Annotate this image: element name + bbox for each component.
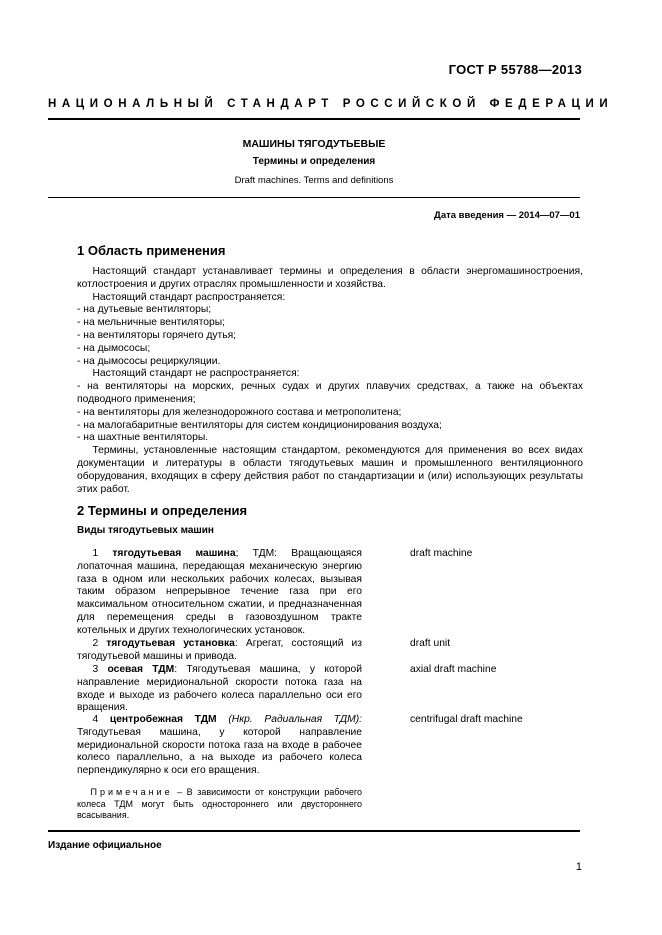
term-name: тягодутьевая машина (112, 548, 236, 559)
section1-paragraph: Настоящий стандарт устанавливает термины и определения в области энергомашиностроения, котлостроения и других отраслях промышленности и хозяйства. (77, 266, 583, 290)
term-name: тягодутьевая установка (106, 638, 235, 649)
section2-heading: 2 Термины и определения (77, 503, 248, 518)
term-abbr: ; ТДМ: (235, 548, 278, 559)
term-english: draft unit (410, 638, 451, 649)
term-definition: Вращающаяся лопаточная машина, передающая механическую энергию газа в одном или нескольких рабочих колесах, вызывая таким образом непрерывное течение газа при его максимальном относительном сжатии, и предназначенная для перемещения среды в газовоздушном тракте котельных и других технологических установок. (77, 548, 362, 636)
list-item: - на вентиляторы на морских, речных судах и других плавучих средствах, а также на объектах подводного применения; (77, 381, 583, 405)
note-label: Примечание (90, 787, 173, 797)
term-english: centrifugal draft machine (410, 714, 523, 725)
official-edition-label: Издание официальное (48, 840, 162, 851)
term-name: осевая ТДМ (107, 664, 175, 675)
document-subtitle: Термины и определения (252, 156, 376, 167)
term-english: draft machine (410, 548, 473, 559)
national-standard-banner: НАЦИОНАЛЬНЫЙ СТАНДАРТ РОССИЙСКОЙ ФЕДЕРАЦИИ (48, 98, 614, 110)
term-number: 4 (92, 714, 99, 725)
title-rule (48, 197, 580, 198)
footer-rule (48, 830, 580, 832)
term-abbr: (Нкр. Радиальная ТДМ): (216, 714, 362, 725)
note (77, 787, 362, 822)
term-entry (77, 548, 362, 638)
term-entry (77, 714, 362, 778)
term-entry (77, 664, 362, 715)
section1-paragraph: Настоящий стандарт распространяется: (92, 291, 286, 303)
document-title: МАШИНЫ ТЯГОДУТЬЕВЫЕ (242, 138, 386, 150)
page-number: 1 (575, 861, 582, 873)
gost-number: ГОСТ Р 55788—2013 (448, 62, 582, 77)
list-item: - на вентиляторы горячего дутья; (77, 329, 237, 341)
section1-body (77, 266, 583, 496)
section2-subheading: Виды тягодутьевых машин (77, 525, 214, 536)
list-item: - на вентиляторы для железнодорожного состава и метрополитена; (77, 406, 402, 418)
introduction-date: Дата введения — 2014—07—01 (434, 210, 580, 221)
term-number: 1 (92, 548, 99, 559)
term-abbr: : (234, 638, 238, 649)
document-title-english: Draft machines. Terms and definitions (234, 175, 394, 186)
note-text: – В зависимости от конструкции рабочего колеса ТДМ могут быть одностороннего или двустороннего всасывания. (77, 787, 362, 820)
term-definition: Тягодутьевая машина, у которой направление меридиональной скорости потока газа на входе в рабочее колесо параллельно, а на выходе из рабочего колеса перпендикулярно к оси его вращения. (77, 726, 362, 777)
term-definition: Тягодутьевая машина, у которой направление меридиональной скорости потока газа на входе и выходе из рабочего колеса параллельно оси его вращения. (77, 664, 363, 714)
term-number: 3 (92, 664, 99, 675)
section1-heading: 1 Область применения (77, 243, 226, 258)
term-english: axial draft machine (410, 664, 497, 675)
term-abbr: : (174, 664, 178, 675)
list-item: - на дымососы рециркуляции. (77, 355, 221, 367)
list-item: - на мельничные вентиляторы; (77, 317, 226, 329)
section1-paragraph: Термины, установленные настоящим стандартом, рекомендуются для применения во всех видах документации и литературы в области тягодутьевых машин и промышленного вентиляционного оборудования, входящих в сферу действия работ по стандартизации и (или) использующих результаты этих работ. (77, 445, 583, 495)
list-item: - на шахтные вентиляторы. (77, 432, 209, 444)
list-item: - на дутьевые вентиляторы; (77, 304, 212, 316)
section1-paragraph: Настоящий стандарт не распространяется: (92, 368, 300, 380)
list-item: - на дымососы; (77, 342, 151, 354)
list-item: - на малогабаритные вентиляторы для систем кондиционирования воздуха; (77, 419, 442, 431)
term-definition: Агрегат, состоящий из тягодутьевой машины и привода. (77, 638, 362, 662)
header-rule (48, 118, 580, 120)
term-entry (77, 638, 362, 664)
term-name: центробежная ТДМ (109, 714, 217, 725)
term-number: 2 (92, 638, 99, 649)
